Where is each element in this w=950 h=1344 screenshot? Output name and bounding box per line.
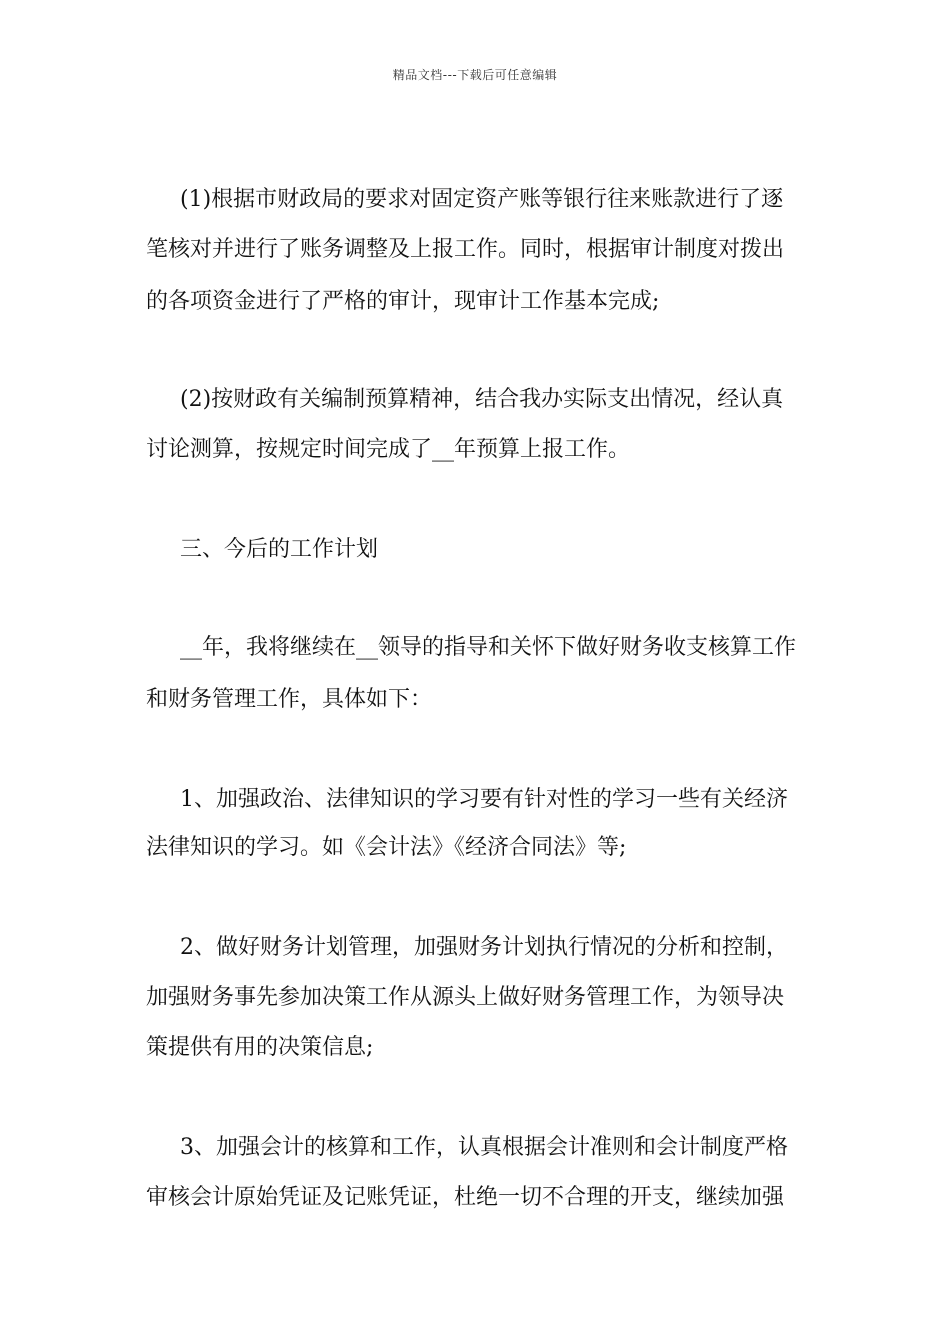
page-header: 精品文档---下载后可任意编辑: [392, 68, 558, 82]
paragraph-2-line-2: 讨论测算，按规定时间完成了__年预算上报工作。: [146, 437, 631, 462]
paragraph-7-line-1: 3、加强会计的核算和工作，认真根据会计准则和会计制度严格: [180, 1135, 788, 1160]
paragraph-1-line-3: 的各项资金进行了严格的审计，现审计工作基本完成;: [146, 289, 660, 314]
paragraph-5-line-2: 法律知识的学习。如《会计法》《经济合同法》等;: [146, 835, 627, 860]
section-heading: 三、今后的工作计划: [180, 537, 379, 562]
paragraph-2-line-1: (2)按财政有关编制预算精神，结合我办实际支出情况，经认真: [180, 387, 784, 412]
paragraph-7-line-2: 审核会计原始凭证及记账凭证，杜绝一切不合理的开支，继续加强: [146, 1185, 785, 1210]
paragraph-4-line-1: __年，我将继续在__领导的指导和关怀下做好财务收支核算工作: [180, 635, 797, 660]
paragraph-1-line-1: (1)根据市财政局的要求对固定资产账等银行往来账款进行了逐: [180, 187, 784, 212]
paragraph-6-line-3: 策提供有用的决策信息;: [146, 1035, 374, 1060]
paragraph-5-line-1: 1、加强政治、法律知识的学习要有针对性的学习一些有关经济: [180, 787, 788, 812]
paragraph-1-line-2: 笔核对并进行了账务调整及上报工作。同时，根据审计制度对拨出: [146, 237, 785, 262]
paragraph-4-line-2: 和财务管理工作，具体如下：: [146, 687, 433, 712]
paragraph-6-line-1: 2、做好财务计划管理，加强财务计划执行情况的分析和控制，: [180, 935, 788, 960]
paragraph-6-line-2: 加强财务事先参加决策工作从源头上做好财务管理工作，为领导决: [146, 985, 785, 1010]
